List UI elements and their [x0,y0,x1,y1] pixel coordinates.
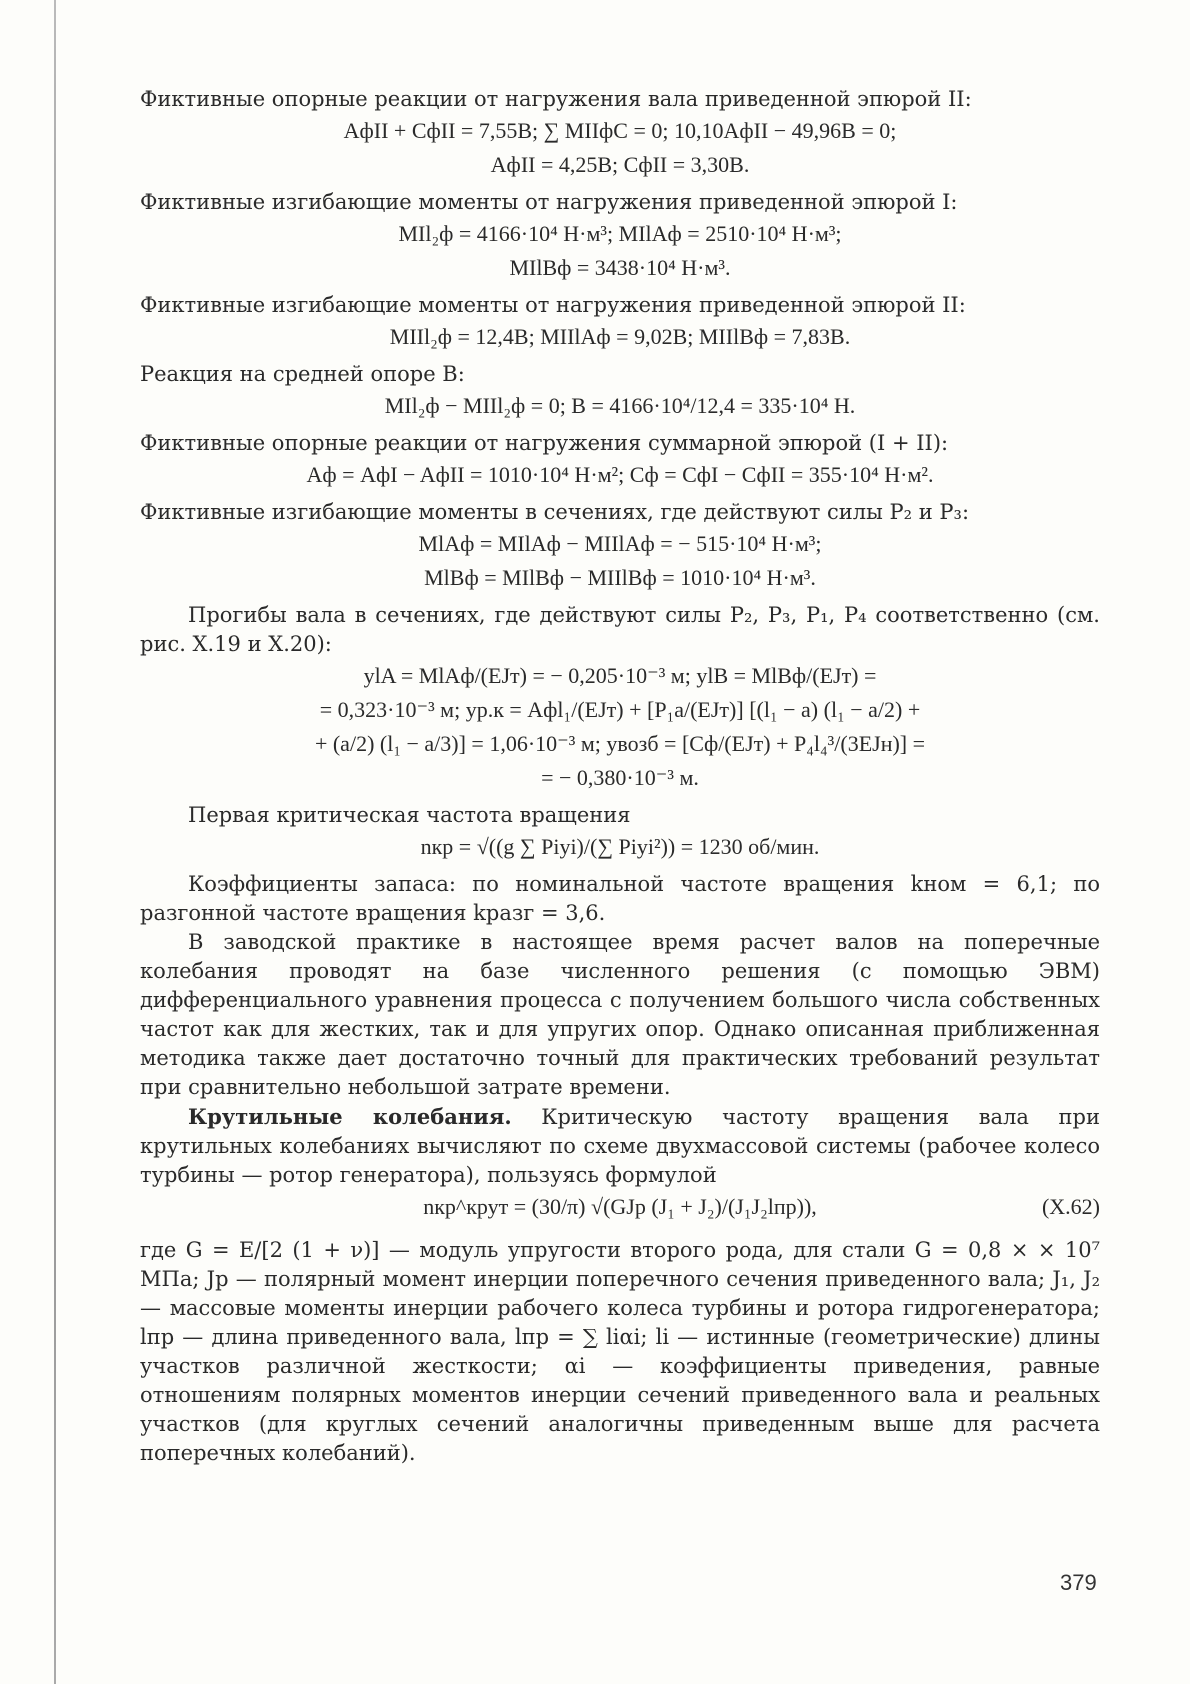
paragraph: Коэффициенты запаса: по номинальной частоте вращения kном = 6,1; по разгонной частоте вращения kразг = 3,6. [140,872,1100,925]
numbered-equation [140,1190,1100,1224]
paragraph: Фиктивные опорные реакции от нагружения вала приведенной эпюрой II: [140,87,972,111]
page-number: 379 [1060,1570,1097,1595]
paragraph: Фиктивные изгибающие моменты от нагружения приведенной эпюрой II: [140,293,966,317]
equation: = − 0,380·10⁻³ м. [541,765,699,790]
paragraph: Фиктивные изгибающие моменты в сечениях, где действуют силы P₂ и P₃: [140,500,970,524]
paragraph: Первая критическая частота вращения [188,803,631,827]
equation: ylA = MlAф/(EJт) = − 0,205·10⁻³ м; ylB = MlBф/(EJт) = [363,663,877,688]
equation: = 0,323·10⁻³ м; yр.к = Aфl₁/(EJт) + [P₁a/(EJт)] [(l₁ − a) (l₁ − a/2) + [319,697,921,722]
equation: + (a/2) (l₁ − a/3)] = 1,06·10⁻³ м; yвозб = [Cф/(EJт) + P₄l₄³/(3EJн)] = [314,731,926,756]
section-heading: Крутильные колебания. [188,1104,512,1129]
paragraph: Фиктивные опорные реакции от нагружения суммарной эпюрой (I + II): [140,431,949,455]
paragraph [140,1102,1100,1190]
equation: MIl₂ф = 4166·10⁴ Н·м³; MIlAф = 2510·10⁴ Н·м³; [398,221,842,246]
paragraph: В заводской практике в настоящее время расчет валов на поперечные колебания проводят на базе численного решения (с помощью ЭВМ) дифференциального уравнения процесса с получением большого числа собственных частот как для жестких, так и для упругих опор. Однако описанная приближенная методика также дает достаточно точный для практических требований результат при сравнительно небольшой затрате времени. [140,930,1100,1099]
equation: Aф = AфI − AфII = 1010·10⁴ Н·м²; Cф = CфI − CфII = 355·10⁴ Н·м². [306,462,934,487]
page-binding-edge [54,0,56,1684]
equation: MIlBф = 3438·10⁴ Н·м³. [509,255,731,280]
equation: nкр = √((g ∑ Piyi)/(∑ Piyi²)) = 1230 об/мин. [420,834,820,859]
equation: AфII + CфII = 7,55B; ∑ MIIфC = 0; 10,10AфII − 49,96B = 0; [343,118,897,143]
paragraph: где G = E/[2 (1 + ν)] — модуль упругости второго рода, для стали G = 0,8 × × 10⁷ МПа; Jp — полярный момент инерции поперечного сечения приведенного вала; J₁, J₂ — массовые моменты инерции рабочего колеса турбины и ротора гидрогенератора; lпр — длина приведенного вала, lпр = ∑ liαi; li — истинные (геометрические) длины участков различной жесткости; αi — коэффициенты приведения, равные отношениям полярных моментов инерции сечений приведенного вала и реальных участков (для круглых сечений аналогичны приведенным выше для расчета поперечных колебаний). [140,1238,1100,1465]
paragraph: Реакция на средней опоре B: [140,362,465,386]
document-page [140,85,1100,1468]
equation: MlAф = MIlAф − MIIlAф = − 515·10⁴ Н·м³; [418,531,822,556]
equation: MIl₂ф − MIIl₂ф = 0; B = 4166·10⁴/12,4 = 335·10⁴ Н. [384,393,856,418]
paragraph-text: Критическую частоту вращения вала при крутильных колебаниях вычисляют по схеме двухмассовой системы (рабочее колесо турбины — ротор генератора), пользуясь формулой [140,1105,1100,1187]
paragraph: Прогибы вала в сечениях, где действуют силы P₂, P₃, P₁, P₄ соответственно (см. рис. X.19 и X.20): [140,603,1100,656]
equation-number: (X.62) [1041,1194,1100,1219]
equation: AфII = 4,25B; CфII = 3,30B. [490,152,750,177]
equation: MIIl₂ф = 12,4B; MIIlAф = 9,02B; MIIlBф = 7,83B. [389,324,851,349]
paragraph: Фиктивные изгибающие моменты от нагружения приведенной эпюрой I: [140,190,958,214]
equation: MlBф = MIlBф − MIIlBф = 1010·10⁴ Н·м³. [424,565,816,590]
equation-body: nкр^крут = (30/π) √(GJp (J₁ + J₂)/(J₁J₂lпр)), [423,1194,817,1219]
